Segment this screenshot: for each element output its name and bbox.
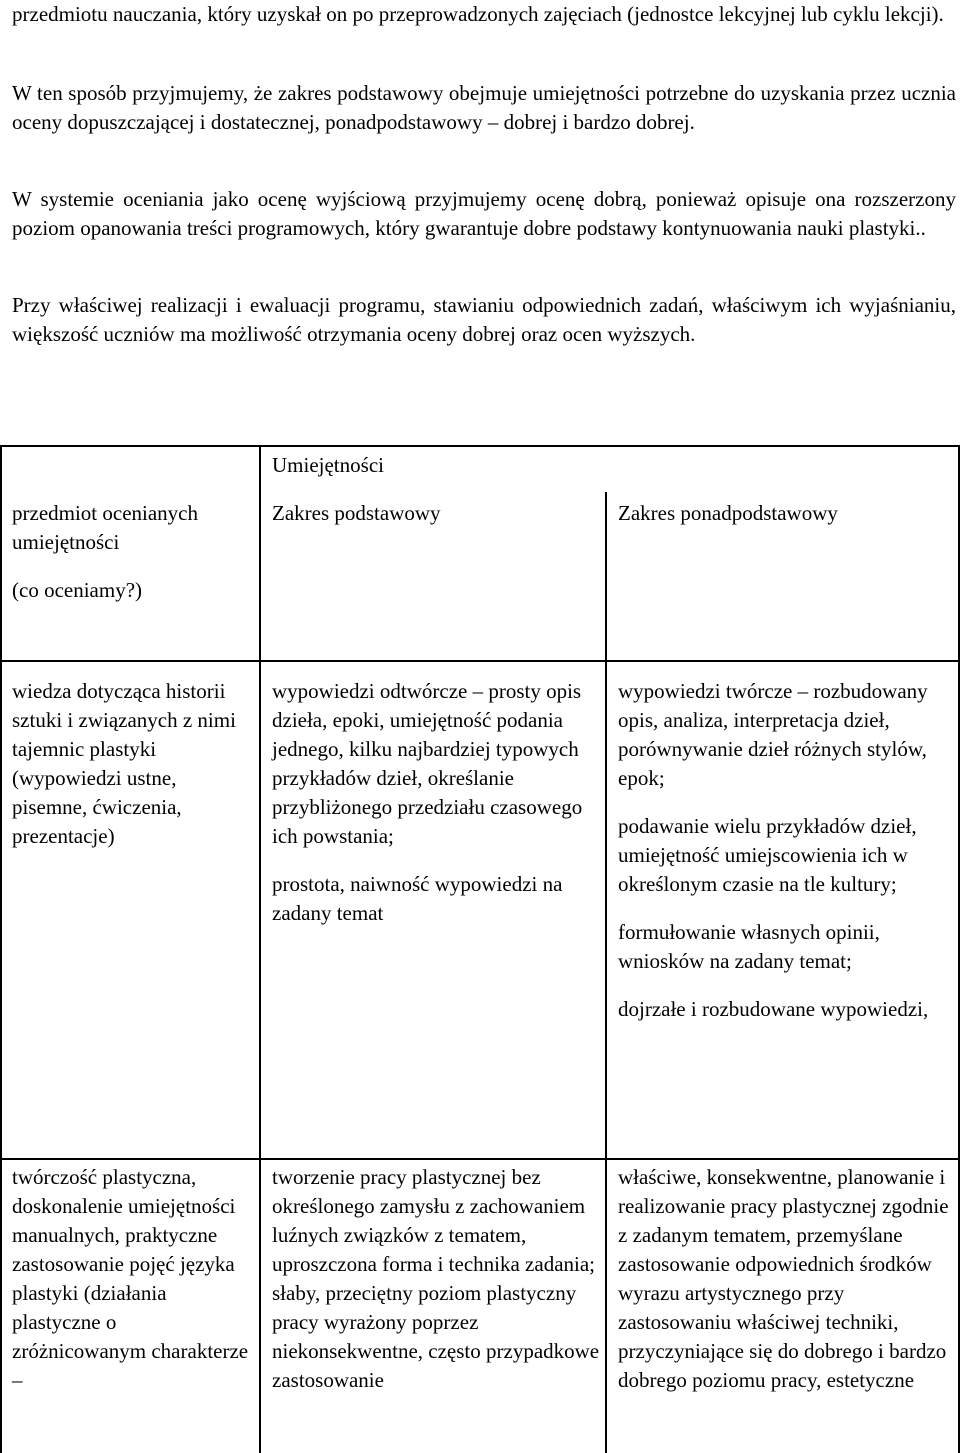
row1-advanced xyxy=(618,677,954,1043)
row1-advanced-item: podawanie wielu przykładów dzieł, umiejętność umiejscowienia ich w określonym czasie na tle kultury; xyxy=(618,814,917,896)
row2-subject: twórczość plastyczna, doskonalenie umiejętności manualnych, praktyczne zastosowanie pojęć języka plastyki (działania plastyczne o zróżnicowanym charakterze – xyxy=(12,1165,249,1392)
subject-label-text: przedmiot ocenianych umiejętności xyxy=(12,501,199,554)
row1-advanced-item: wypowiedzi twórcze – rozbudowany opis, analiza, interpretacja dzieł, porównywanie dzieł różnych stylów, epok; xyxy=(618,679,928,790)
intro-paragraph-2: W systemie oceniania jako ocenę wyjściową przyjmujemy ocenę dobrą, ponieważ opisuje ona rozszerzony poziom opanowania treści programowych, który gwarantuje dobre podstawy kontynuowania nauki plastyki.. xyxy=(12,187,956,240)
header-group-title: Umiejętności xyxy=(272,453,384,477)
row2-advanced: właściwe, konsekwentne, planowanie i realizowanie pracy plastycznej zgodnie z zadanym tematem, przemyślane zastosowanie odpowiednich środków wyrazu artystycznego przy zastosowaniu właściwej techniki, przyczyniające się do dobrego i bardzo dobrego poziomu pracy, estetyczne xyxy=(618,1165,949,1392)
intro-paragraph-1: W ten sposób przyjmujemy, że zakres podstawowy obejmuje umiejętności potrzebne do uzyskania przez ucznia oceny dopuszczającej i dostatecznej, ponadpodstawowy – dobrej i bardzo dobrej. xyxy=(12,81,956,134)
row1-advanced-item: formułowanie własnych opinii, wniosków na zadany temat; xyxy=(618,920,880,973)
header-advanced-range: Zakres ponadpodstawowy xyxy=(618,501,838,525)
intro-paragraph-0: przedmiotu nauczania, który uzyskał on po przeprowadzonych zajęciach (jednostce lekcyjnej lub cyklu lekcji). xyxy=(12,2,944,26)
row1-subject: wiedza dotycząca historii sztuki i związanych z nimi tajemnic plastyki (wypowiedzi ustne, pisemne, ćwiczenia, prezentacje) xyxy=(12,679,236,848)
column-divider-1 xyxy=(259,445,261,1453)
table-left-border xyxy=(0,445,2,1453)
intro-paragraph-3: Przy właściwej realizacji i ewaluacji programu, stawianiu odpowiednich zadań, właściwym ich wyjaśnianiu, większość uczniów ma możliwość otrzymania oceny dobrej oraz ocen wyższych. xyxy=(12,293,956,346)
row1-basic-item: prostota, naiwność wypowiedzi na zadany temat xyxy=(272,872,563,925)
row1-basic-item: wypowiedzi odtwórcze – prosty opis dzieła, epoki, umiejętność podania jednego, kilku najbardziej typowych przykładów dzieł, określanie przybliżonego przedziału czasowego ich powstania; xyxy=(272,679,583,848)
header-bottom-border xyxy=(0,660,960,662)
row-divider xyxy=(0,1158,960,1160)
column-divider-2 xyxy=(605,492,607,1453)
subject-question-text: (co oceniamy?) xyxy=(12,578,143,602)
header-subject-label xyxy=(12,499,252,624)
row1-basic xyxy=(272,677,600,947)
header-basic-range: Zakres podstawowy xyxy=(272,501,441,525)
row1-advanced-item: dojrzałe i rozbudowane wypowiedzi, xyxy=(618,997,929,1021)
row2-basic: tworzenie pracy plastycznej bez określonego zamysłu z zachowaniem luźnych związków z tematem, uproszczona forma i technika zadania; słaby, przeciętny poziom plastyczny pracy wyrażony poprzez niekonsekwentne, często przypadkowe zastosowanie xyxy=(272,1165,600,1392)
table-top-border xyxy=(0,445,960,447)
